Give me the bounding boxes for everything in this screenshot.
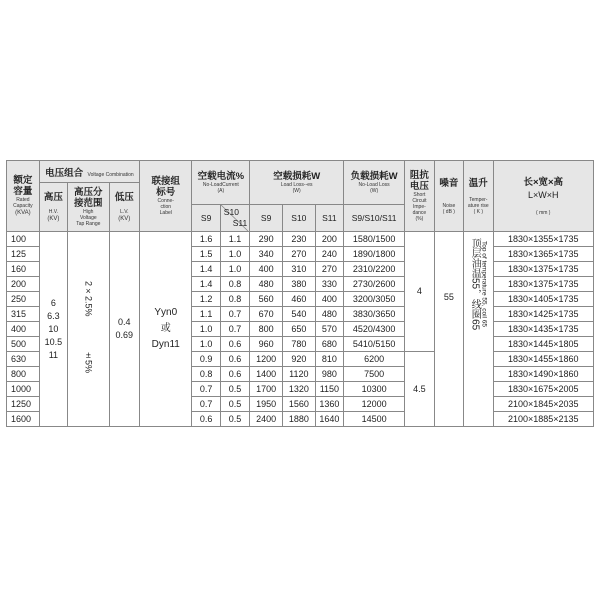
cell-dimensions: 1830×1675×2005	[493, 382, 593, 397]
header-nl-s10: S10	[282, 205, 315, 232]
cell-lv-values	[109, 232, 140, 427]
table-body	[7, 232, 594, 427]
hv-value: 6	[50, 297, 56, 308]
cell-nl-s9: 1700	[250, 382, 283, 397]
header-nc-s9: S9	[192, 205, 220, 232]
header-nl-s9: S9	[250, 205, 283, 232]
cell-nc-s10: 0.5	[220, 397, 249, 412]
cell-capacity: 315	[7, 307, 40, 322]
cell-nl-s9: 670	[250, 307, 283, 322]
cell-capacity: 800	[7, 367, 40, 382]
cell-nc-s9: 0.7	[192, 382, 220, 397]
cell-nc-s10: 0.8	[220, 277, 249, 292]
cell-impedance-b: 4.5	[405, 352, 434, 427]
cell-nl-s9: 480	[250, 277, 283, 292]
cell-nl-s9: 560	[250, 292, 283, 307]
cell-capacity: 160	[7, 262, 40, 277]
cell-nl-s9: 1200	[250, 352, 283, 367]
cell-dimensions: 2100×1845×2035	[493, 397, 593, 412]
header-capacity: 额定 容量 Rated Capacity (KVA)	[7, 161, 40, 232]
cell-load-loss: 3830/3650	[344, 307, 405, 322]
cell-nl-s10: 1560	[282, 397, 315, 412]
lv-value: 0.69	[115, 330, 134, 340]
cell-tap-range	[68, 232, 109, 427]
cell-nl-s9: 1950	[250, 397, 283, 412]
connection-value: 或	[160, 323, 171, 334]
spec-table	[6, 160, 594, 427]
cell-nc-s9: 1.0	[192, 337, 220, 352]
cell-dimensions: 1830×1490×1860	[493, 367, 593, 382]
header-load-loss: 负载损耗W No-Load Loss (W)	[344, 161, 405, 205]
cell-dimensions: 2100×1885×2135	[493, 412, 593, 427]
cell-capacity: 1250	[7, 397, 40, 412]
cell-dimensions: 1830×1365×1735	[493, 247, 593, 262]
cell-hv-values	[39, 232, 67, 427]
hv-value: 10	[48, 323, 59, 334]
hv-value: 6.3	[47, 310, 60, 321]
cell-nc-s10: 0.6	[220, 337, 249, 352]
cell-dimensions: 1830×1445×1805	[493, 337, 593, 352]
cell-load-loss: 12000	[344, 397, 405, 412]
cell-nl-s10: 380	[282, 277, 315, 292]
cell-capacity: 125	[7, 247, 40, 262]
cell-nl-s10: 780	[282, 337, 315, 352]
cell-nl-s11: 480	[315, 307, 343, 322]
cell-dimensions: 1830×1375×1735	[493, 277, 593, 292]
temp-en: Top of temperature 55, coil 65	[480, 241, 488, 328]
cell-nc-s10: 0.7	[220, 307, 249, 322]
cell-capacity: 200	[7, 277, 40, 292]
cell-load-loss: 1890/1800	[344, 247, 405, 262]
cell-nl-s9: 340	[250, 247, 283, 262]
cell-nc-s10: 0.7	[220, 322, 249, 337]
header-nl-s11: S11	[315, 205, 343, 232]
cell-dimensions: 1830×1425×1735	[493, 307, 593, 322]
cell-load-loss: 10300	[344, 382, 405, 397]
cell-nl-s9: 2400	[250, 412, 283, 427]
header-noload-loss: 空载损耗W Load Loss--es (W)	[250, 161, 344, 205]
header-noload-current: 空载电流% No-LoadCurrent (A)	[192, 161, 250, 205]
cell-load-loss: 3200/3050	[344, 292, 405, 307]
cell-dimensions: 1830×1455×1860	[493, 352, 593, 367]
cell-nc-s10: 1.0	[220, 262, 249, 277]
cell-capacity: 250	[7, 292, 40, 307]
cell-nl-s10: 1320	[282, 382, 315, 397]
connection-value: Dyn11	[151, 339, 180, 350]
cell-nc-s9: 0.6	[192, 412, 220, 427]
cell-nl-s11: 270	[315, 262, 343, 277]
cell-nl-s9: 290	[250, 232, 283, 247]
cell-load-loss: 14500	[344, 412, 405, 427]
hv-value: 11	[48, 349, 59, 360]
cell-noise	[434, 232, 463, 427]
cell-nc-s9: 1.4	[192, 277, 220, 292]
cell-nc-s9: 0.8	[192, 367, 220, 382]
cell-dimensions: 1830×1405×1735	[493, 292, 593, 307]
cell-nl-s11: 1640	[315, 412, 343, 427]
lv-value: 0.4	[118, 317, 131, 327]
cell-nc-s9: 1.5	[192, 247, 220, 262]
cell-nl-s10: 540	[282, 307, 315, 322]
tap-value-2: ±5%	[83, 350, 94, 374]
cell-nl-s11: 1360	[315, 397, 343, 412]
header-nc-s10-s11: S10 S11	[220, 205, 249, 232]
cell-nl-s11: 980	[315, 367, 343, 382]
cell-nc-s10: 0.6	[220, 352, 249, 367]
cell-load-loss: 2310/2200	[344, 262, 405, 277]
cell-nc-s10: 0.6	[220, 367, 249, 382]
cell-nc-s10: 0.8	[220, 292, 249, 307]
header-tap-range: 高压分 接范围 High Voltage Tap Range	[68, 183, 109, 232]
cell-capacity: 500	[7, 337, 40, 352]
cell-nl-s11: 1150	[315, 382, 343, 397]
cell-load-loss: 7500	[344, 367, 405, 382]
cell-load-loss: 5410/5150	[344, 337, 405, 352]
cell-capacity: 1000	[7, 382, 40, 397]
cell-nc-s9: 1.1	[192, 307, 220, 322]
cell-dimensions: 1830×1355×1735	[493, 232, 593, 247]
cell-nl-s9: 960	[250, 337, 283, 352]
header-dimensions: 长×宽×高 L×W×H ( mm )	[493, 161, 593, 232]
cell-connection	[140, 232, 192, 427]
cell-nl-s10: 460	[282, 292, 315, 307]
tap-value-1: 2×2.5%	[83, 280, 94, 317]
cell-nc-s9: 1.6	[192, 232, 220, 247]
cell-load-loss: 4520/4300	[344, 322, 405, 337]
cell-capacity: 630	[7, 352, 40, 367]
temp-zh: 顶层油温55，线圈65	[469, 238, 481, 331]
cell-nl-s10: 920	[282, 352, 315, 367]
header-voltage: 电压组合 Voltage Combination	[39, 161, 139, 183]
cell-capacity: 400	[7, 322, 40, 337]
cell-nl-s11: 810	[315, 352, 343, 367]
header-temp-rise: 温升 Temper- ature rise ( K )	[464, 161, 493, 232]
cell-nc-s9: 0.7	[192, 397, 220, 412]
cell-nl-s10: 1120	[282, 367, 315, 382]
cell-load-loss: 6200	[344, 352, 405, 367]
cell-nc-s10: 0.5	[220, 412, 249, 427]
cell-nl-s11: 240	[315, 247, 343, 262]
cell-nc-s9: 1.2	[192, 292, 220, 307]
cell-load-loss: 1580/1500	[344, 232, 405, 247]
header-noise: 噪音 Noise ( dB )	[434, 161, 463, 232]
cell-load-loss: 2730/2600	[344, 277, 405, 292]
hv-value: 10.5	[44, 336, 63, 347]
cell-nc-s9: 0.9	[192, 352, 220, 367]
cell-nl-s10: 1880	[282, 412, 315, 427]
header-lv: 低压 L.V. (KV)	[109, 183, 140, 232]
header-hv: 高压 H.V. (KV)	[39, 183, 67, 232]
cell-nl-s11: 570	[315, 322, 343, 337]
connection-value: Yyn0	[154, 307, 178, 318]
cell-nl-s9: 1400	[250, 367, 283, 382]
header-impedance: 阻抗 电压 Short Circuit Impe- dance (%)	[405, 161, 434, 232]
header-connection: 联接组 标号 Conne- ction Label	[140, 161, 192, 232]
cell-nl-s10: 650	[282, 322, 315, 337]
cell-temp-rise	[464, 232, 493, 427]
cell-dimensions: 1830×1435×1735	[493, 322, 593, 337]
cell-nl-s11: 200	[315, 232, 343, 247]
cell-nc-s9: 1.0	[192, 322, 220, 337]
cell-nl-s10: 270	[282, 247, 315, 262]
cell-impedance-a: 4	[405, 232, 434, 352]
cell-nc-s10: 1.1	[220, 232, 249, 247]
cell-capacity: 100	[7, 232, 40, 247]
cell-nl-s11: 400	[315, 292, 343, 307]
cell-nl-s9: 800	[250, 322, 283, 337]
cell-dimensions: 1830×1375×1735	[493, 262, 593, 277]
cell-nc-s10: 1.0	[220, 247, 249, 262]
cell-nl-s10: 310	[282, 262, 315, 277]
cell-nl-s10: 230	[282, 232, 315, 247]
header-ll-sub: S9/S10/S11	[344, 205, 405, 232]
cell-nc-s10: 0.5	[220, 382, 249, 397]
cell-nl-s11: 680	[315, 337, 343, 352]
cell-capacity: 1600	[7, 412, 40, 427]
cell-nl-s9: 400	[250, 262, 283, 277]
noise-value: 55	[443, 291, 454, 302]
table-row	[7, 232, 594, 247]
cell-nl-s11: 330	[315, 277, 343, 292]
cell-nc-s9: 1.4	[192, 262, 220, 277]
